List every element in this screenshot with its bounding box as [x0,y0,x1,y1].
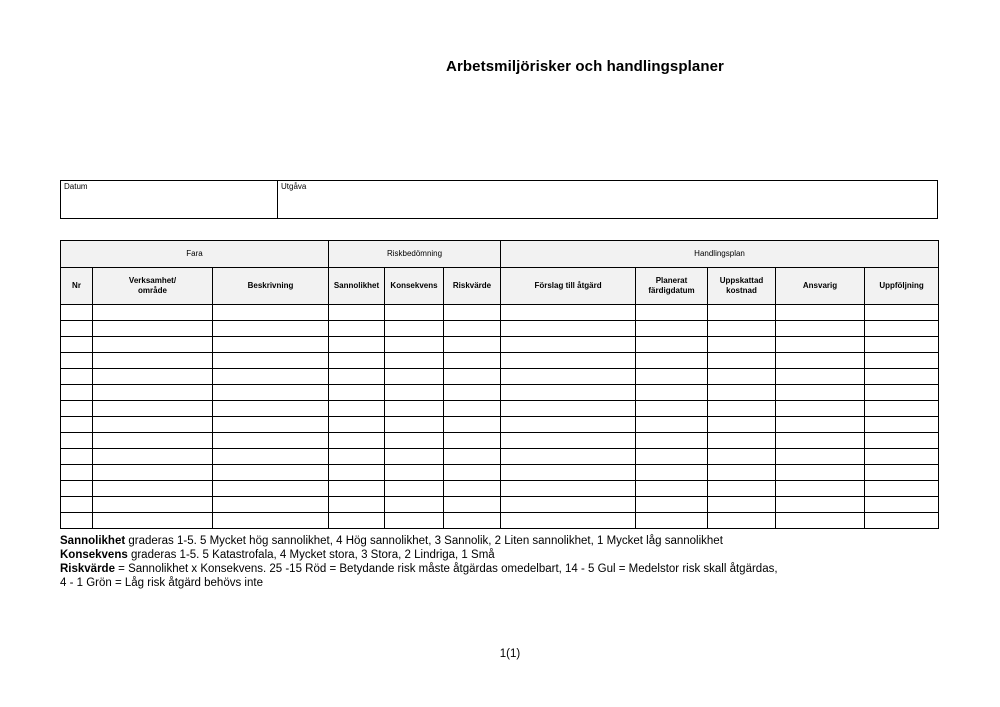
column-header-beskrivning: Beskrivning [213,268,329,305]
cell-forslag[interactable] [501,497,636,513]
cell-verk[interactable] [93,401,213,417]
column-header-uppfoljning: Uppföljning [865,268,939,305]
cell-besk[interactable] [213,401,329,417]
cell-risk[interactable] [444,433,501,449]
cell-risk[interactable] [444,321,501,337]
cell-ansv[interactable] [776,321,865,337]
legend-line [60,534,950,548]
table-row [61,337,939,353]
cell-upp[interactable] [708,433,776,449]
cell-besk[interactable] [213,449,329,465]
table-row [61,321,939,337]
cell-verk[interactable] [93,353,213,369]
cell-kons[interactable] [385,385,444,401]
legend-line [60,548,950,562]
cell-ansv[interactable] [776,481,865,497]
cell-ansv[interactable] [776,385,865,401]
group-header-riskbedomning: Riskbedömning [329,241,501,268]
table-row [61,401,939,417]
cell-besk[interactable] [213,321,329,337]
meta-row [61,181,938,219]
cell-verk[interactable] [93,369,213,385]
cell-besk[interactable] [213,353,329,369]
column-header-uppskattad-line2: kostnad [726,286,757,295]
cell-forslag[interactable] [501,449,636,465]
table-row [61,385,939,401]
cell-uppf[interactable] [865,321,939,337]
cell-uppf[interactable] [865,305,939,321]
cell-besk[interactable] [213,337,329,353]
cell-forslag[interactable] [501,305,636,321]
cell-nr[interactable] [61,497,93,513]
cell-plan[interactable] [636,481,708,497]
datum-field[interactable]: Datum [61,181,278,219]
cell-verk[interactable] [93,305,213,321]
cell-forslag[interactable] [501,337,636,353]
cell-ansv[interactable] [776,513,865,529]
cell-kons[interactable] [385,417,444,433]
column-header-verksamhet-line2: område [138,286,167,295]
column-header-nr: Nr [61,268,93,305]
cell-verk[interactable] [93,417,213,433]
cell-forslag[interactable] [501,385,636,401]
cell-risk[interactable] [444,337,501,353]
group-header-fara: Fara [61,241,329,268]
risk-table-body [61,305,939,529]
cell-risk[interactable] [444,449,501,465]
cell-nr[interactable] [61,337,93,353]
cell-verk[interactable] [93,385,213,401]
cell-nr[interactable] [61,465,93,481]
cell-risk[interactable] [444,369,501,385]
cell-upp[interactable] [708,369,776,385]
cell-sann[interactable] [329,417,385,433]
cell-uppf[interactable] [865,369,939,385]
cell-verk[interactable] [93,321,213,337]
cell-risk[interactable] [444,465,501,481]
cell-kons[interactable] [385,321,444,337]
cell-kons[interactable] [385,353,444,369]
cell-uppf[interactable] [865,465,939,481]
legend-line [60,576,950,590]
cell-plan[interactable] [636,465,708,481]
cell-besk[interactable] [213,465,329,481]
cell-upp[interactable] [708,417,776,433]
cell-upp[interactable] [708,385,776,401]
column-header-riskvarde: Riskvärde [444,268,501,305]
cell-upp[interactable] [708,337,776,353]
cell-nr[interactable] [61,321,93,337]
cell-kons[interactable] [385,449,444,465]
cell-uppf[interactable] [865,433,939,449]
cell-uppf[interactable] [865,353,939,369]
table-column-header-row [61,268,939,305]
column-header-verksamhet-omrade [93,268,213,305]
cell-nr[interactable] [61,481,93,497]
cell-upp[interactable] [708,465,776,481]
legend-text: = Sannolikhet x Konsekvens. 25 -15 Röd = Betydande risk måste åtgärdas omedelbart, 14 - 5 Gul = Medelstor risk skall åtgärdas, [114,563,778,575]
cell-risk[interactable] [444,353,501,369]
cell-plan[interactable] [636,369,708,385]
cell-plan[interactable] [636,337,708,353]
cell-sann[interactable] [329,465,385,481]
cell-kons[interactable] [385,305,444,321]
cell-ansv[interactable] [776,497,865,513]
legend-text: graderas 1-5. 5 Katastrofala, 4 Mycket stora, 3 Stora, 2 Lindriga, 1 Små [127,549,495,561]
column-header-planerat-fardigdatum [636,268,708,305]
column-header-planerat-line1: Planerat [655,276,688,285]
cell-nr[interactable] [61,449,93,465]
cell-sann[interactable] [329,513,385,529]
cell-risk[interactable] [444,401,501,417]
cell-upp[interactable] [708,321,776,337]
column-header-uppskattad-line1: Uppskattad [719,276,764,285]
cell-uppf[interactable] [865,337,939,353]
cell-uppf[interactable] [865,401,939,417]
cell-ansv[interactable] [776,449,865,465]
cell-plan[interactable] [636,513,708,529]
table-row [61,497,939,513]
cell-sann[interactable] [329,497,385,513]
cell-verk[interactable] [93,433,213,449]
cell-nr[interactable] [61,353,93,369]
table-row [61,449,939,465]
cell-verk[interactable] [93,465,213,481]
cell-sann[interactable] [329,321,385,337]
cell-sann[interactable] [329,337,385,353]
cell-besk[interactable] [213,385,329,401]
column-header-ansvarig: Ansvarig [776,268,865,305]
cell-plan[interactable] [636,497,708,513]
column-header-verksamhet-line1: Verksamhet/ [128,276,177,285]
cell-risk[interactable] [444,385,501,401]
cell-uppf[interactable] [865,497,939,513]
document-meta-table [60,180,938,219]
cell-plan[interactable] [636,305,708,321]
cell-nr[interactable] [61,417,93,433]
cell-nr[interactable] [61,513,93,529]
table-row [61,353,939,369]
table-row [61,417,939,433]
cell-upp[interactable] [708,497,776,513]
cell-upp[interactable] [708,305,776,321]
cell-risk[interactable] [444,305,501,321]
cell-kons[interactable] [385,481,444,497]
table-row [61,513,939,529]
cell-kons[interactable] [385,513,444,529]
cell-plan[interactable] [636,321,708,337]
cell-ansv[interactable] [776,337,865,353]
cell-forslag[interactable] [501,321,636,337]
cell-besk[interactable] [213,369,329,385]
cell-forslag[interactable] [501,481,636,497]
cell-verk[interactable] [93,513,213,529]
legend-text: 4 - 1 Grön = Låg risk åtgärd behövs inte [60,577,263,589]
cell-upp[interactable] [708,353,776,369]
cell-verk[interactable] [93,481,213,497]
page-title: Arbetsmiljörisker och handlingsplaner [446,58,724,75]
cell-nr[interactable] [61,385,93,401]
cell-sann[interactable] [329,481,385,497]
cell-ansv[interactable] [776,417,865,433]
cell-uppf[interactable] [865,385,939,401]
cell-kons[interactable] [385,497,444,513]
cell-uppf[interactable] [865,417,939,433]
table-group-header-row [61,241,939,268]
cell-plan[interactable] [636,449,708,465]
cell-kons[interactable] [385,465,444,481]
cell-risk[interactable] [444,497,501,513]
column-header-forslag-till-atgard: Förslag till åtgärd [501,268,636,305]
risk-assessment-table [60,240,939,529]
cell-upp[interactable] [708,401,776,417]
legend-text: graderas 1-5. 5 Mycket hög sannolikhet, 4 Hög sannolikhet, 3 Sannolik, 2 Liten sannolikhet, 1 Mycket låg sannolikhet [125,535,723,547]
legend-term: Sannolikhet [60,535,126,547]
legend-term: Konsekvens [60,549,128,561]
cell-risk[interactable] [444,417,501,433]
cell-sann[interactable] [329,449,385,465]
cell-ansv[interactable] [776,401,865,417]
cell-nr[interactable] [61,401,93,417]
cell-ansv[interactable] [776,433,865,449]
legend-term: Riskvärde [60,563,115,575]
cell-uppf[interactable] [865,481,939,497]
cell-plan[interactable] [636,433,708,449]
cell-sann[interactable] [329,433,385,449]
cell-upp[interactable] [708,449,776,465]
utgava-field[interactable]: Utgåva [278,181,938,219]
cell-plan[interactable] [636,385,708,401]
column-header-sannolikhet: Sannolikhet [329,268,385,305]
cell-ansv[interactable] [776,305,865,321]
cell-kons[interactable] [385,401,444,417]
cell-verk[interactable] [93,337,213,353]
cell-ansv[interactable] [776,465,865,481]
cell-forslag[interactable] [501,513,636,529]
table-row [61,369,939,385]
legend-line [60,562,950,576]
cell-upp[interactable] [708,481,776,497]
page-number-footer: 1(1) [499,648,521,660]
cell-forslag[interactable] [501,465,636,481]
cell-sann[interactable] [329,305,385,321]
table-row [61,465,939,481]
cell-kons[interactable] [385,337,444,353]
cell-risk[interactable] [444,513,501,529]
cell-verk[interactable] [93,497,213,513]
cell-nr[interactable] [61,433,93,449]
table-row [61,433,939,449]
cell-ansv[interactable] [776,369,865,385]
group-header-handlingsplan: Handlingsplan [501,241,939,268]
cell-verk[interactable] [93,449,213,465]
cell-plan[interactable] [636,353,708,369]
cell-upp[interactable] [708,513,776,529]
cell-besk[interactable] [213,305,329,321]
cell-besk[interactable] [213,417,329,433]
column-header-planerat-line2: färdigdatum [648,286,695,295]
cell-kons[interactable] [385,433,444,449]
column-header-uppskattad-kostnad [708,268,776,305]
cell-forslag[interactable] [501,353,636,369]
cell-forslag[interactable] [501,417,636,433]
cell-forslag[interactable] [501,369,636,385]
table-row [61,481,939,497]
table-row [61,305,939,321]
cell-uppf[interactable] [865,513,939,529]
cell-sann[interactable] [329,353,385,369]
cell-sann[interactable] [329,401,385,417]
cell-nr[interactable] [61,305,93,321]
cell-nr[interactable] [61,369,93,385]
cell-besk[interactable] [213,497,329,513]
cell-forslag[interactable] [501,433,636,449]
cell-ansv[interactable] [776,353,865,369]
cell-besk[interactable] [213,433,329,449]
cell-besk[interactable] [213,481,329,497]
cell-sann[interactable] [329,369,385,385]
cell-uppf[interactable] [865,449,939,465]
cell-forslag[interactable] [501,401,636,417]
cell-plan[interactable] [636,401,708,417]
cell-besk[interactable] [213,513,329,529]
cell-plan[interactable] [636,417,708,433]
legend-block [60,534,950,590]
cell-sann[interactable] [329,385,385,401]
cell-kons[interactable] [385,369,444,385]
column-header-konsekvens: Konsekvens [385,268,444,305]
cell-risk[interactable] [444,481,501,497]
